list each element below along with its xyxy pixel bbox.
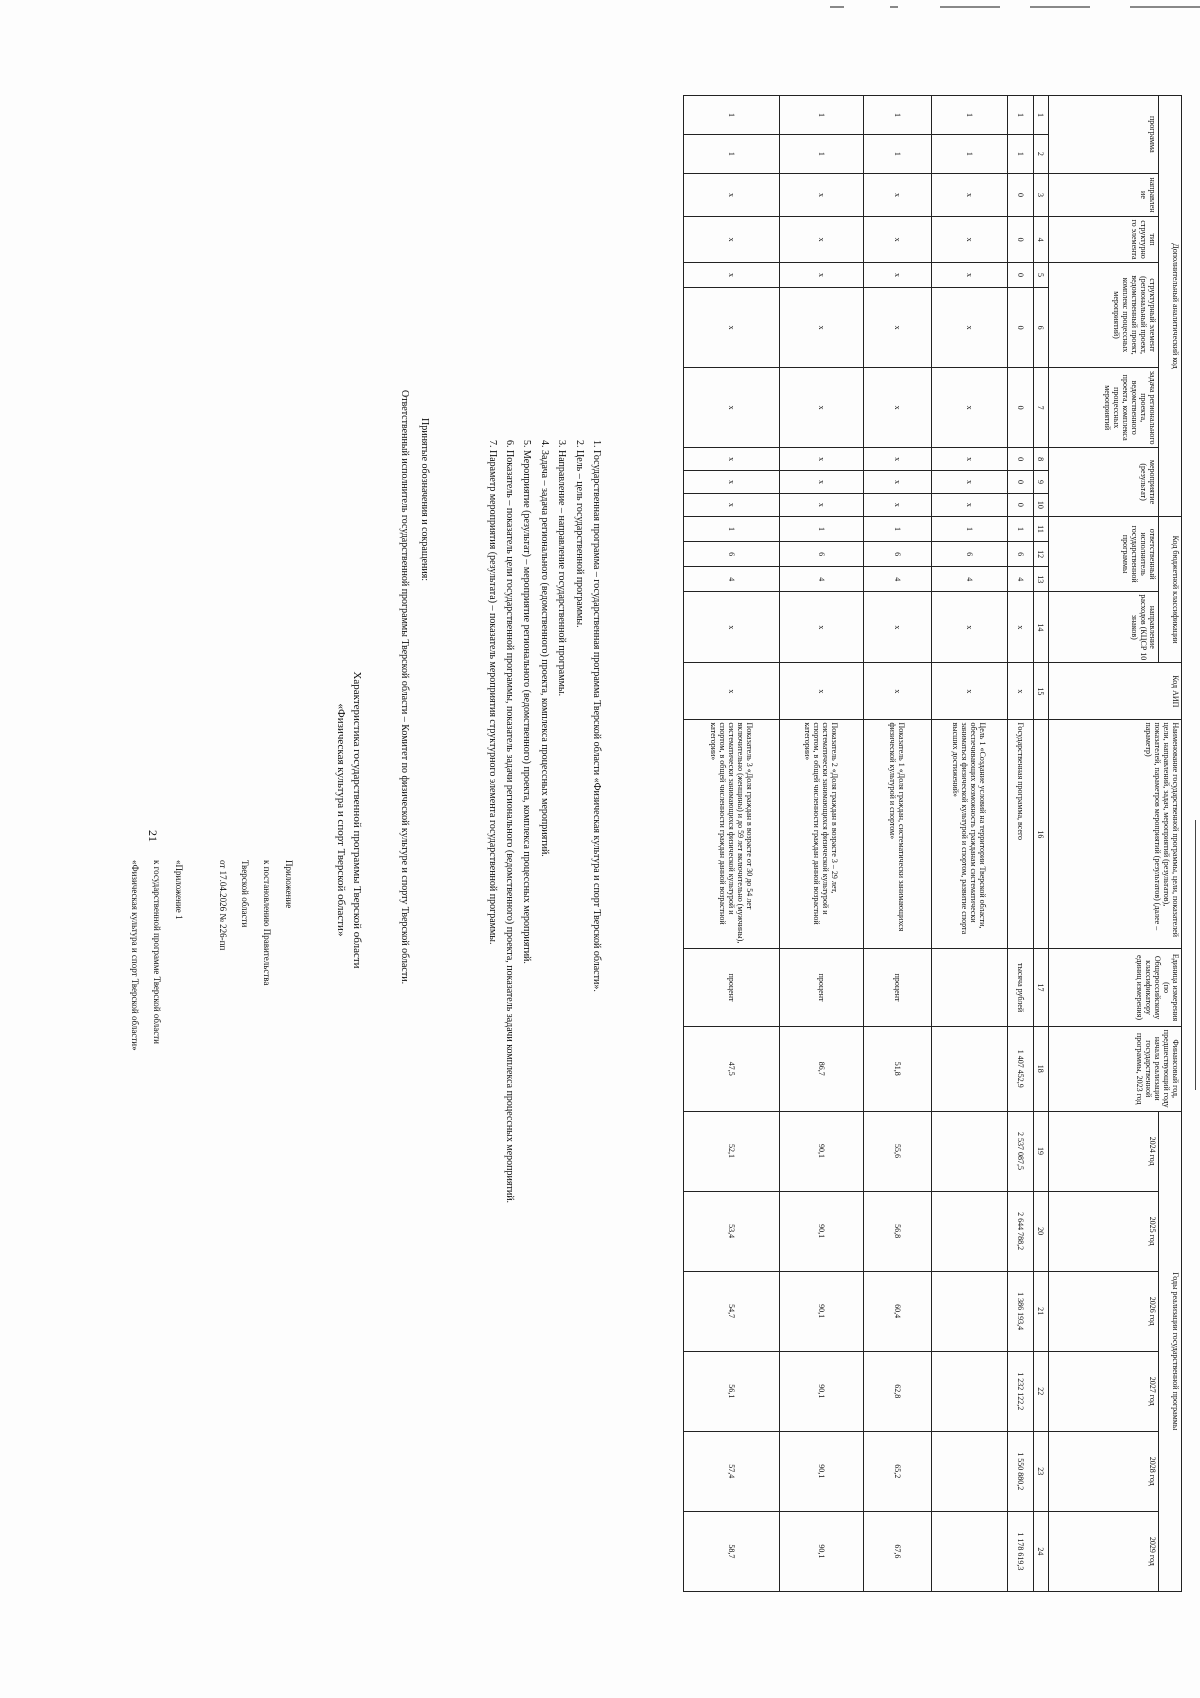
header-year: 2029 год [1049, 1511, 1159, 1591]
code-cell: x [780, 448, 864, 471]
code-cell: 0 [1008, 173, 1034, 216]
code-cell: 0 [1008, 368, 1034, 448]
code-cell: x [780, 288, 864, 368]
header-budget-code: Код бюджетной классификации [1159, 516, 1182, 662]
unit-cell: тысяча рублей [1008, 949, 1034, 1027]
column-number: 1 [1034, 96, 1049, 135]
code-cell: x [684, 217, 780, 263]
value-cell [932, 1271, 1008, 1351]
code-cell: 1 [1008, 134, 1034, 173]
code-cell: 1 [684, 516, 780, 541]
column-number: 12 [1034, 542, 1049, 567]
value-cell: 57,4 [684, 1431, 780, 1511]
code-cell: x [684, 262, 780, 287]
appendix-line: от 17.04.2026 № 226-пп [218, 860, 228, 951]
code-cell: x [932, 217, 1008, 263]
page-number: 21 [146, 830, 160, 842]
code-cell: x [932, 471, 1008, 494]
code-cell: x [864, 448, 932, 471]
column-number: 16 [1034, 720, 1049, 949]
code-cell: x [780, 262, 864, 287]
code-cell: x [684, 288, 780, 368]
appendix-line: «Физическая культура и спорт Тверской области» [130, 860, 140, 1051]
code-cell: 4 [1008, 567, 1034, 592]
code-cell: x [932, 448, 1008, 471]
code-cell: x [780, 592, 864, 663]
table-row [932, 96, 1008, 1592]
legend-heading: Принятые обозначения и сокращения: [419, 418, 430, 582]
value-cell: 58,7 [684, 1511, 780, 1591]
value-cell: 1 386 193,4 [1008, 1271, 1034, 1351]
code-cell: 1 [864, 96, 932, 135]
column-number: 4 [1034, 217, 1049, 263]
code-cell: x [780, 217, 864, 263]
table-row [864, 96, 932, 1592]
appendix-line: Тверской области [240, 860, 250, 928]
header-year: 2027 год [1049, 1351, 1159, 1431]
name-cell: Цель 1 «Создание условий на территории Тверской области, обеспечивающих возможность гражданам систематически заниматься физической культурой и спортом, развитие спорта высших достижений» [932, 720, 1008, 949]
code-cell: x [1008, 663, 1034, 720]
legend-item: 6. Показатель – показатель цели государственной программы, показатель задачи регионального (ведомственного) проекта, показатель задачи комплекса процессных мероприятий. [503, 440, 515, 1204]
header-additional-code: Дополнительный аналитический код [1159, 96, 1182, 517]
value-cell: 1 407 452,9 [1008, 1026, 1034, 1111]
code-cell: 0 [1008, 493, 1034, 516]
value-cell: 51,8 [864, 1026, 932, 1111]
header-executor: ответственный исполнитель государственной программы [1049, 516, 1159, 591]
value-cell: 1 232 122,2 [1008, 1351, 1034, 1431]
appendix-line: «Приложение 1 [174, 860, 184, 920]
legend-item: 3. Направление – направление государственной программы. [556, 440, 568, 697]
value-cell: 47,5 [684, 1026, 780, 1111]
column-number: 14 [1034, 592, 1049, 663]
table-row [684, 96, 780, 1592]
header-name: Наименование государственной программы, цели, показателей цели, направлений, задач, мероприятий (результатов), показателей, параметров мероприятий (результатов) (далее – параметр) [1049, 720, 1182, 949]
name-cell: Показатель 3 «Доля граждан в возрасте от 30 до 54 лет включительно (женщины) и до 59 лет включительно (мужчины), систематически занимающихся физической культурой и спортом, в общей численности граждан данной возрастной категории» [684, 720, 780, 949]
value-cell: 90,1 [780, 1431, 864, 1511]
column-number: 2 [1034, 134, 1049, 173]
header-direction: направление [1049, 173, 1159, 216]
code-cell: x [932, 173, 1008, 216]
responsible-executor: Ответственный исполнитель государственной программы Тверской области – Комитет по физической культуре и спорту Тверской области. [399, 390, 410, 985]
table-row [780, 96, 864, 1592]
code-cell: x [932, 493, 1008, 516]
column-number: 17 [1034, 949, 1049, 1027]
column-number: 9 [1034, 471, 1049, 494]
value-cell: 1 550 880,2 [1008, 1431, 1034, 1511]
code-cell: 0 [1008, 262, 1034, 287]
legend-item: 2. Цель – цель государственной программы. [573, 440, 585, 628]
code-cell: x [932, 368, 1008, 448]
column-number: 11 [1034, 516, 1049, 541]
appendix-line: к государственной программе Тверской области [152, 860, 162, 1044]
code-cell: x [864, 368, 932, 448]
value-cell [932, 1431, 1008, 1511]
value-cell: 67,6 [864, 1511, 932, 1591]
code-cell: x [932, 288, 1008, 368]
code-cell: x [684, 368, 780, 448]
code-cell: 1 [932, 96, 1008, 135]
code-cell: x [932, 592, 1008, 663]
code-cell: 1 [780, 96, 864, 135]
legend-item: 4. Задача – задача регионального (ведомственного) проекта, комплекса процессных мероприятий. [538, 440, 550, 857]
header-aip: Код АИП [1049, 663, 1182, 720]
value-cell: 90,1 [780, 1111, 864, 1191]
value-cell: 90,1 [780, 1271, 864, 1351]
column-number: 21 [1034, 1271, 1049, 1351]
code-cell: x [684, 493, 780, 516]
value-cell [932, 1191, 1008, 1271]
legend-item: 7. Параметр мероприятия (результата) – показатель мероприятия структурного элемента государственной программы. [486, 440, 498, 945]
title-line: Характеристика государственной программы Тверской области [351, 671, 363, 969]
legend-item: 1. Государственная программа – государственная программа Тверской области «Физическая культура и спорт Тверской области». [591, 440, 602, 992]
code-cell: x [684, 663, 780, 720]
code-cell: 1 [1008, 516, 1034, 541]
header-year: 2025 год [1049, 1191, 1159, 1271]
unit-cell: процент [684, 949, 780, 1027]
code-cell: 1 [684, 96, 780, 135]
document-title [333, 520, 365, 1120]
code-cell: 4 [780, 567, 864, 592]
code-cell: 6 [932, 542, 1008, 567]
code-cell: x [684, 471, 780, 494]
code-cell: 1 [864, 516, 932, 541]
header-year: 2026 год [1049, 1271, 1159, 1351]
code-cell: x [684, 448, 780, 471]
code-cell: 6 [1008, 542, 1034, 567]
value-cell: 90,1 [780, 1351, 864, 1431]
code-cell: 1 [684, 134, 780, 173]
column-number: 13 [1034, 567, 1049, 592]
value-cell: 90,1 [780, 1191, 864, 1271]
value-cell: 55,6 [864, 1111, 932, 1191]
code-cell: x [780, 173, 864, 216]
column-number: 24 [1034, 1511, 1049, 1591]
code-cell: 6 [864, 542, 932, 567]
code-cell: 1 [1008, 96, 1034, 135]
value-cell: 90,1 [780, 1511, 864, 1591]
code-cell: x [780, 471, 864, 494]
column-number: 5 [1034, 262, 1049, 287]
value-cell [932, 1026, 1008, 1111]
code-cell: x [780, 493, 864, 516]
code-cell: x [864, 663, 932, 720]
value-cell: 65,2 [864, 1431, 932, 1511]
code-cell: x [864, 173, 932, 216]
appendix-note [118, 860, 305, 1220]
header-expense: направление расходов (КЦСР 10 знаков) [1049, 592, 1159, 663]
code-cell: 4 [932, 567, 1008, 592]
code-cell: 6 [780, 542, 864, 567]
value-cell: 52,1 [684, 1111, 780, 1191]
header-program: программа [1049, 96, 1159, 174]
unit-cell: процент [864, 949, 932, 1027]
column-number: 22 [1034, 1351, 1049, 1431]
legend-list [483, 440, 605, 1440]
value-cell: 2 644 788,2 [1008, 1191, 1034, 1271]
appendix-line: к постановлению Правительства [262, 860, 272, 986]
column-number-row [1034, 96, 1049, 1592]
column-number: 8 [1034, 448, 1049, 471]
code-cell: 1 [932, 516, 1008, 541]
code-cell: x [684, 592, 780, 663]
value-cell: 56,8 [864, 1191, 932, 1271]
value-cell: 2 537 087,5 [1008, 1111, 1034, 1191]
legend-item: 5. Мероприятие (результат) – мероприятие регионального (ведомственного) проекта, комплекса процессных мероприятий. [521, 440, 533, 964]
unit-cell: процент [780, 949, 864, 1027]
code-cell: 6 [684, 542, 780, 567]
column-number: 18 [1034, 1026, 1049, 1111]
code-cell: 0 [1008, 288, 1034, 368]
code-cell: x [864, 493, 932, 516]
header-fin-year: Финансовый год, предшествующий году начала реализации государственной программы, 2023 год [1049, 1026, 1182, 1111]
title-line: «Физическая культура и спорт Тверской области» [335, 703, 347, 937]
name-cell: Государственная программа, всего [1008, 720, 1034, 949]
header-years-group: Годы реализации государственной программы [1159, 1111, 1182, 1591]
column-number: 6 [1034, 288, 1049, 368]
code-cell: 1 [780, 516, 864, 541]
column-number: 7 [1034, 368, 1049, 448]
column-number: 10 [1034, 493, 1049, 516]
name-cell: Показатель 1 «Доля граждан, систематически занимающихся физической культурой и спортом» [864, 720, 932, 949]
header-year: 2028 год [1049, 1431, 1159, 1511]
code-cell: 1 [780, 134, 864, 173]
code-cell: x [864, 262, 932, 287]
column-number: 3 [1034, 173, 1049, 216]
code-cell: 0 [1008, 217, 1034, 263]
code-cell: 1 [864, 134, 932, 173]
code-cell: x [780, 663, 864, 720]
header-unit: Единица измерения (по Общероссийскому классификатору единиц измерения) [1049, 949, 1182, 1027]
value-cell: 53,4 [684, 1191, 780, 1271]
code-cell: 0 [1008, 448, 1034, 471]
code-cell: x [864, 592, 932, 663]
value-cell: 1 178 619,3 [1008, 1511, 1034, 1591]
code-cell: x [1008, 592, 1034, 663]
code-cell: x [864, 288, 932, 368]
header-event: мероприятие (результат) [1049, 448, 1159, 517]
code-cell: x [684, 173, 780, 216]
code-cell: 1 [932, 134, 1008, 173]
unit-cell [932, 949, 1008, 1027]
table-row [1008, 96, 1034, 1592]
header-task: задача регионального проекта, ведомственного проекта, комплекса процессных мероприятий [1049, 368, 1159, 448]
header-year: 2024 год [1049, 1111, 1159, 1191]
name-cell: Показатель 2 «Доля граждан в возрасте 3 – 29 лет, систематически занимающихся физической культурой и спортом, в общей численности граждан данной возрастной категории» [780, 720, 864, 949]
column-number: 15 [1034, 663, 1049, 720]
code-cell: 0 [1008, 471, 1034, 494]
column-number: 23 [1034, 1431, 1049, 1511]
value-cell [932, 1111, 1008, 1191]
appendix-line [195, 860, 206, 1220]
code-cell: x [932, 663, 1008, 720]
value-cell: 54,7 [684, 1271, 780, 1351]
code-cell: x [864, 217, 932, 263]
column-number: 19 [1034, 1111, 1049, 1191]
code-cell: x [864, 471, 932, 494]
value-cell: 60,4 [864, 1271, 932, 1351]
data-table [683, 95, 1182, 1592]
value-cell: 62,8 [864, 1351, 932, 1431]
value-cell [932, 1351, 1008, 1431]
code-cell: x [932, 262, 1008, 287]
header-type: тип структурного элемента [1049, 217, 1159, 263]
column-number: 20 [1034, 1191, 1049, 1271]
code-cell: x [780, 368, 864, 448]
header-structural: структурный элемент (региональный проект, ведомственный проект, комплекс процессных мероприятий) [1049, 262, 1159, 367]
program-characteristics-table [694, 95, 1182, 1592]
appendix-line: Приложение [284, 860, 294, 909]
code-cell: 4 [864, 567, 932, 592]
code-cell: 4 [684, 567, 780, 592]
value-cell [932, 1511, 1008, 1591]
value-cell: 86,7 [780, 1026, 864, 1111]
value-cell: 56,1 [684, 1351, 780, 1431]
